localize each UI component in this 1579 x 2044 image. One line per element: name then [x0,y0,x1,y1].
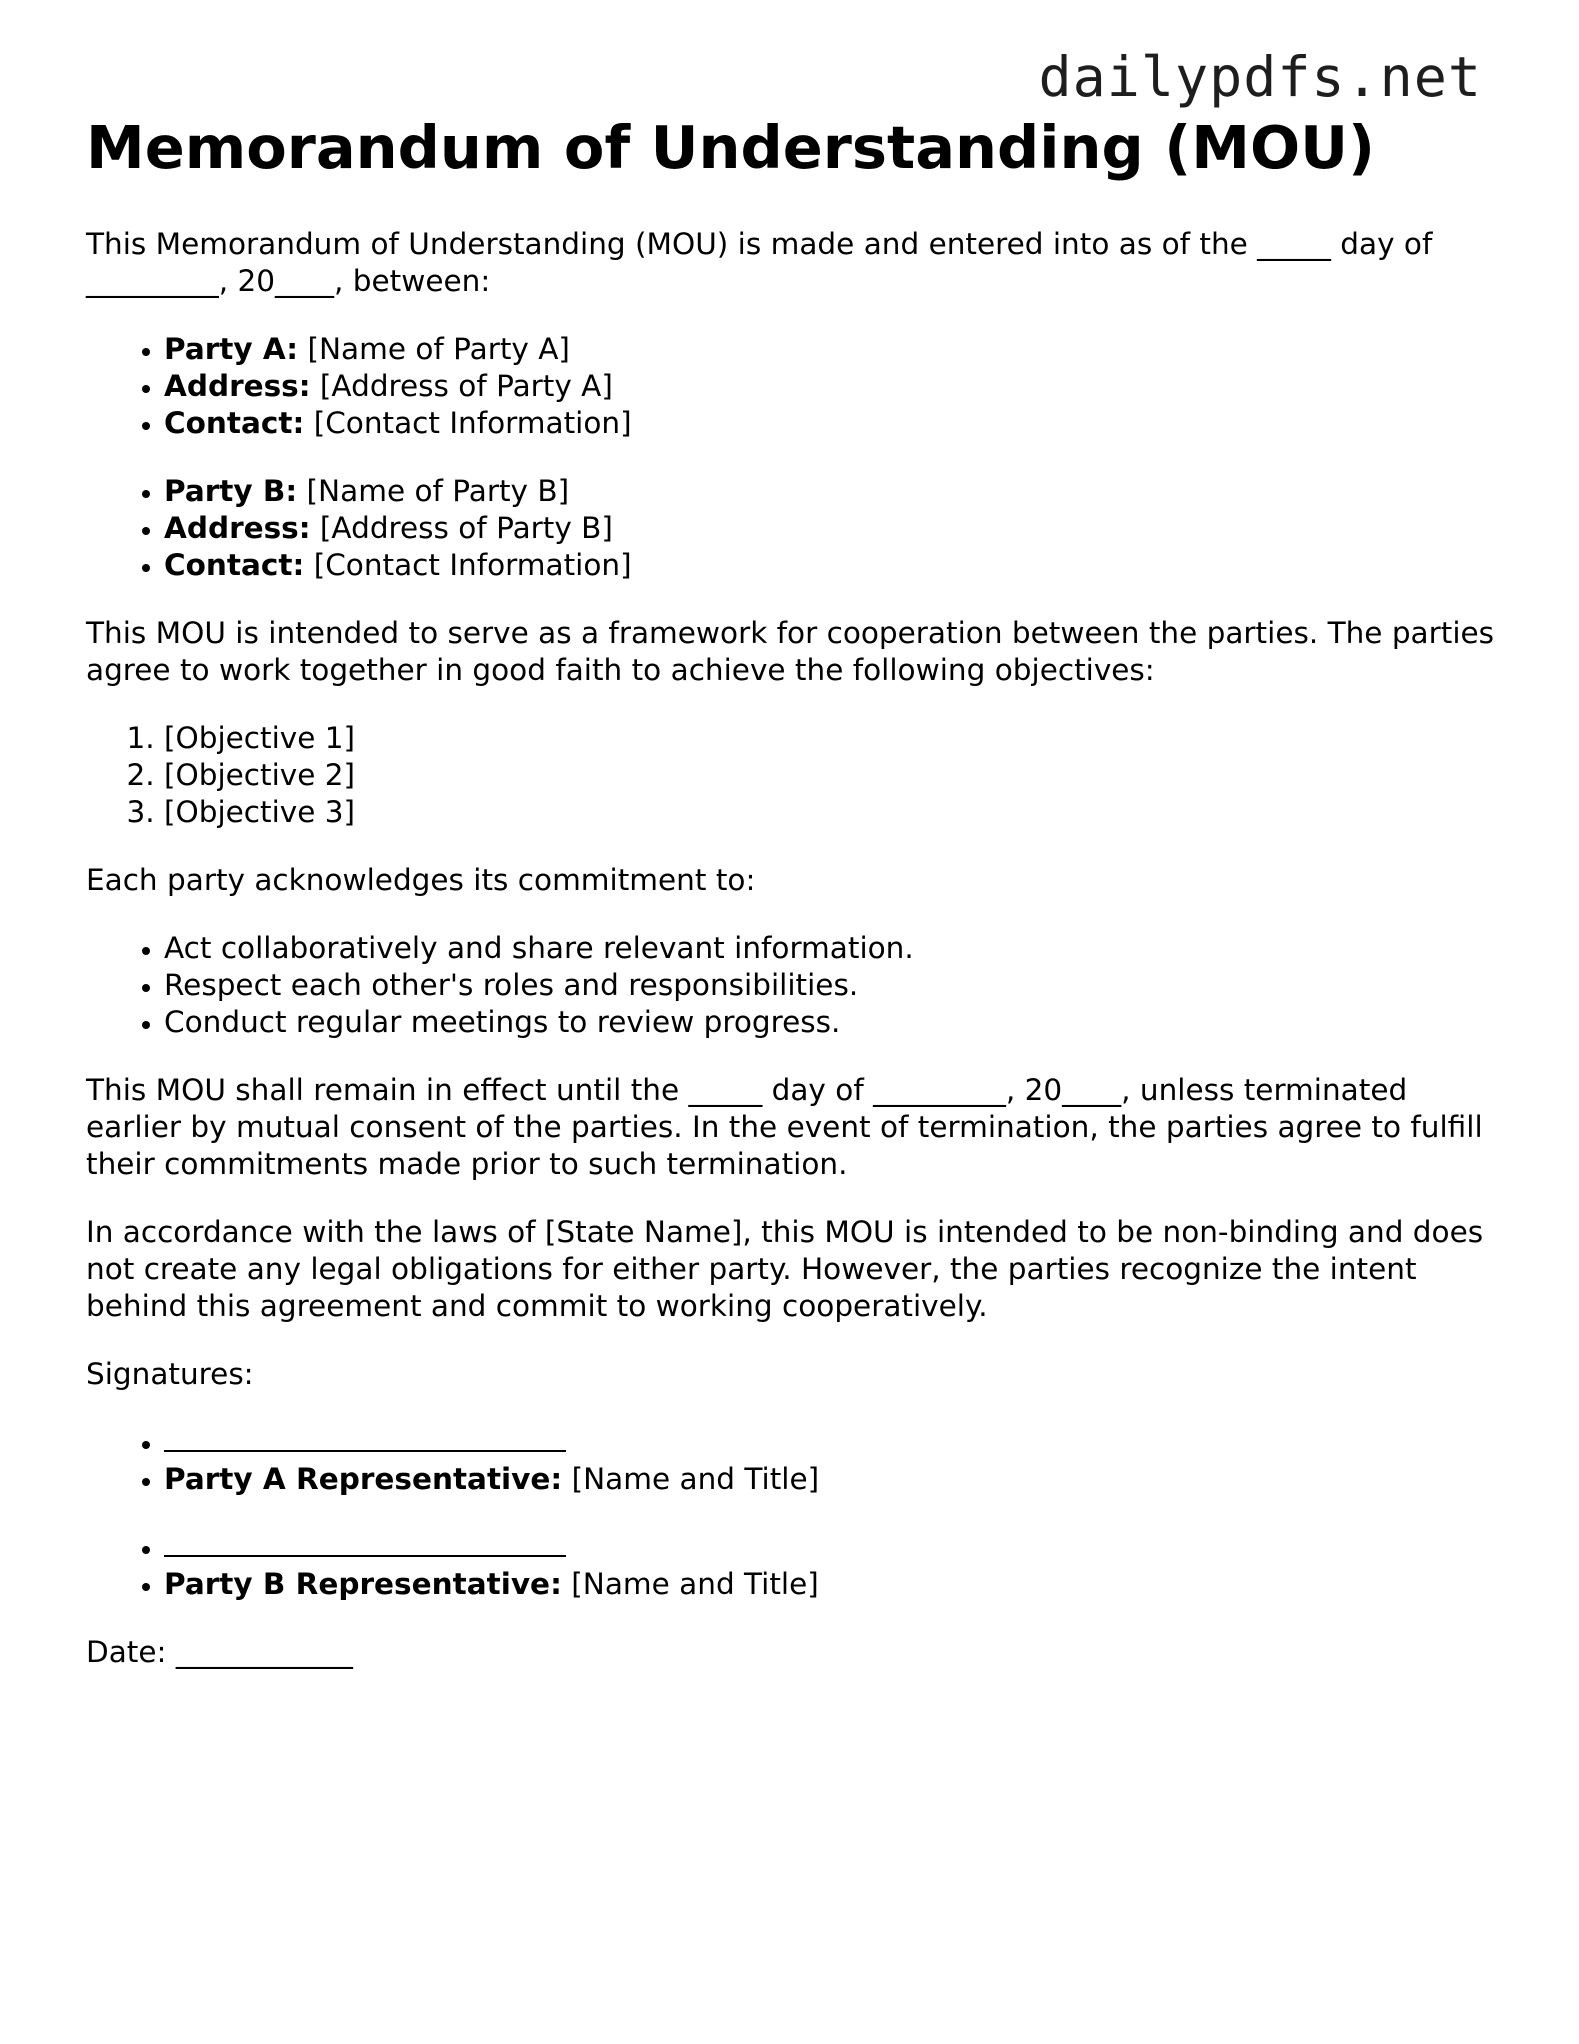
signature-a-rep-value: [Name and Title] [562,1462,820,1496]
party-a-name-item [164,331,1506,368]
party-a-name-label: Party A: [164,332,299,366]
objective-item: 1. [Objective 1] [164,720,1506,757]
party-a-name-value: [Name of Party A] [298,332,570,366]
party-a-details [86,331,1506,442]
party-b-details [86,473,1506,584]
party-b-contact-item [164,547,1506,584]
commitment-intro: Each party acknowledges its commitment to: [86,863,756,897]
commitments-list [86,930,1506,1041]
objective-item: 2. [Objective 2] [164,757,1506,794]
signature-b-rep-value: [Name and Title] [561,1567,819,1601]
party-a-contact-value: [Contact Information] [304,406,632,440]
watermark-text: dailypdfs.net [1038,45,1482,109]
party-b-contact-value: [Contact Information] [304,548,632,582]
signature-a-line [164,1424,566,1452]
party-a-address-label: Address: [164,369,311,403]
intro-paragraph: This Memorandum of Understanding (MOU) is made and entered into as of the _____ day of _________, 20____, between: [86,227,1433,298]
signatures-label: Signatures: [86,1357,254,1391]
signature-b-line-item [164,1529,1506,1566]
framework-paragraph: This MOU is intended to serve as a framework for cooperation between the parties. The parties agree to work together in good faith to achieve the following objectives: [86,616,1495,687]
commitment-item: • Conduct regular meetings to review progress. [164,1004,1506,1041]
party-b-name-item [164,473,1506,510]
party-b-address-item [164,510,1506,547]
objective-item: 3. [Objective 3] [164,794,1506,831]
commitment-item: • Respect each other's roles and responsibilities. [164,967,1506,1004]
party-a-contact-label: Contact: [164,406,305,440]
party-a-address-value: [Address of Party A] [310,369,613,403]
signature-a-rep-label: Party A Representative: [164,1462,563,1496]
party-a-address-item [164,368,1506,405]
signature-b-block [86,1529,1506,1603]
party-b-contact-label: Contact: [164,548,305,582]
term-paragraph: This MOU shall remain in effect until the _____ day of _________, 20____, unless terminated earlier by mutual consent of the parties. In the event of termination, the parties agree to fulfill their commitments made prior to such termination. [86,1073,1483,1181]
signature-a-line-item [164,1424,1506,1461]
signature-b-rep-item [164,1566,1506,1603]
party-b-address-value: [Address of Party B] [310,511,613,545]
document-body [86,226,1506,1702]
signature-a-block [86,1424,1506,1498]
signature-a-rep-item [164,1461,1506,1498]
signature-b-line [164,1529,566,1557]
objectives-list [86,720,1506,831]
party-b-address-label: Address: [164,511,311,545]
party-b-name-value: [Name of Party B] [297,474,570,508]
signature-b-rep-label: Party B Representative: [164,1567,562,1601]
party-b-name-label: Party B: [164,474,298,508]
page-title: Memorandum of Understanding (MOU) [86,113,1375,182]
date-line: Date: ____________ [86,1635,353,1669]
party-a-contact-item [164,405,1506,442]
law-paragraph: In accordance with the laws of [State Name], this MOU is intended to be non-binding and does not create any legal obligations for either party. However, the parties recognize the intent behind this agreement and commit to working cooperatively. [86,1215,1484,1323]
commitment-item: • Act collaboratively and share relevant information. [164,930,1506,967]
